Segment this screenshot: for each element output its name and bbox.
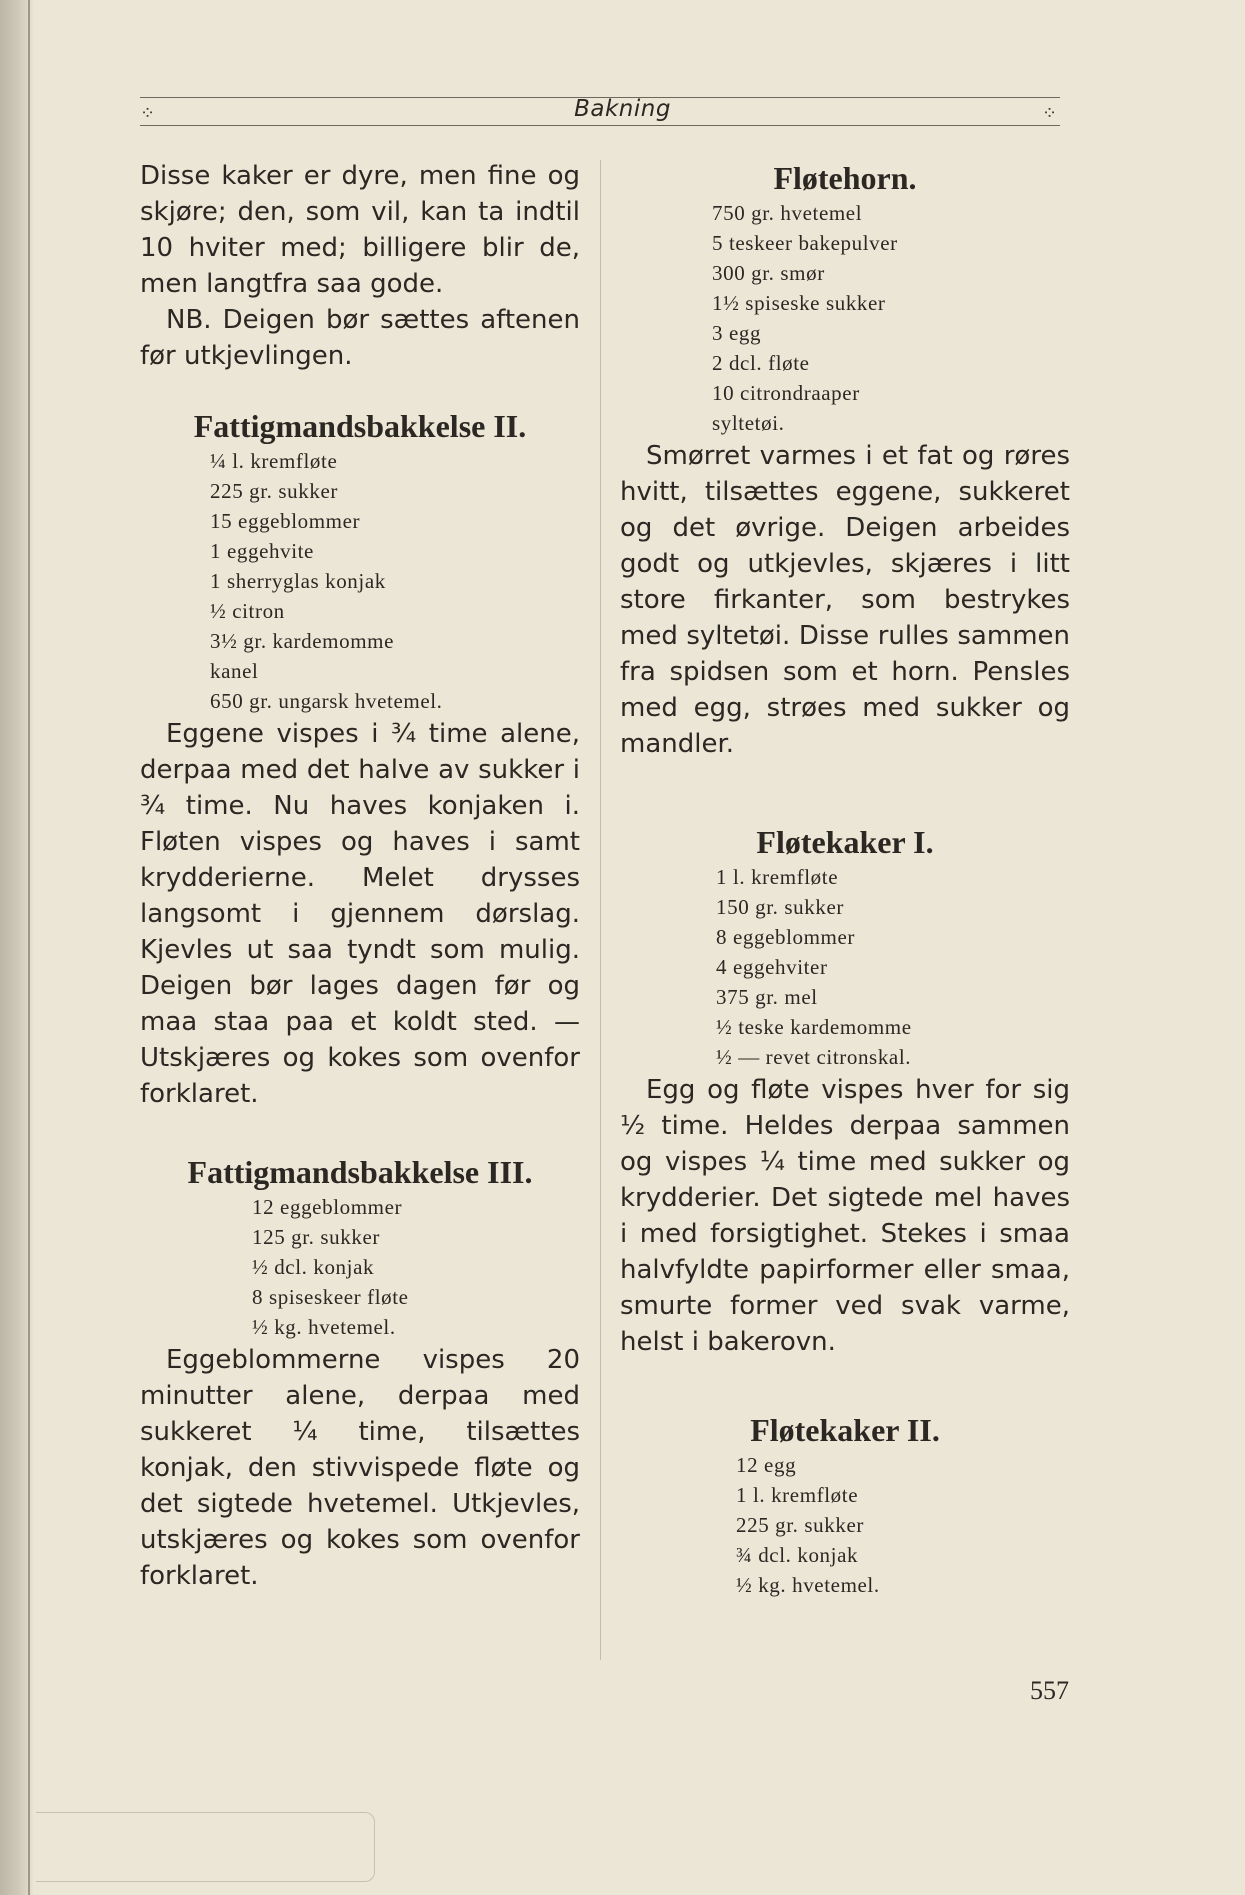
ingredient-item: 300 gr. smør bbox=[712, 261, 825, 285]
ingredient-item: 12 egg bbox=[736, 1453, 797, 1477]
header-rule-bottom bbox=[140, 125, 1060, 126]
ingredient-item: 225 gr. sukker bbox=[736, 1513, 864, 1537]
note-paragraph: NB. Deigen bør sættes aftenen før utkjevlingen. bbox=[140, 305, 580, 371]
ingredient-item: 150 gr. sukker bbox=[716, 895, 844, 919]
ingredient-item: 650 gr. ungarsk hvetemel. bbox=[210, 689, 443, 713]
recipe-title-flotekaker-2: Fløtekaker II. bbox=[750, 1412, 940, 1448]
ingredient-list-flotehorn bbox=[712, 198, 1070, 438]
ingredient-item: ½ — revet citronskal. bbox=[716, 1045, 912, 1069]
ingredient-item: 1 l. kremfløte bbox=[716, 865, 839, 889]
page-tab-mark bbox=[36, 1812, 375, 1882]
ingredient-item: 3½ gr. kardemomme bbox=[210, 629, 394, 653]
ingredient-list-fattigmand-3 bbox=[252, 1192, 580, 1342]
recipe-title-flotekaker-1: Fløtekaker I. bbox=[756, 824, 934, 860]
ingredient-item: 750 gr. hvetemel bbox=[712, 201, 863, 225]
ingredient-item: 3 egg bbox=[712, 321, 762, 345]
page-number: 557 bbox=[1030, 1676, 1069, 1705]
ingredient-item: ½ teske kardemomme bbox=[716, 1015, 912, 1039]
ingredient-item: 1 sherryglas konjak bbox=[210, 569, 386, 593]
right-column bbox=[620, 158, 1070, 1600]
column-divider bbox=[600, 160, 601, 1660]
left-column bbox=[140, 158, 580, 1594]
ingredient-item: 225 gr. sukker bbox=[210, 479, 338, 503]
recipe-title-fattigmand-3: Fattigmandsbakkelse III. bbox=[187, 1154, 533, 1190]
ingredient-item: 10 citrondraaper bbox=[712, 381, 860, 405]
ingredient-item: syltetøi. bbox=[712, 411, 785, 435]
ingredient-item: 12 eggeblommer bbox=[252, 1195, 403, 1219]
ornament-left-icon: ⁘ bbox=[140, 103, 156, 124]
binding-edge bbox=[28, 0, 30, 1895]
ingredient-item: ½ citron bbox=[210, 599, 285, 623]
ingredient-item: ¼ l. kremfløte bbox=[210, 449, 338, 473]
ingredient-item: ½ kg. hvetemel. bbox=[252, 1315, 396, 1339]
ingredient-item: 1½ spiseske sukker bbox=[712, 291, 886, 315]
ingredient-item: 8 spiseskeer fløte bbox=[252, 1285, 409, 1309]
ingredient-item: 4 eggehviter bbox=[716, 955, 828, 979]
ingredient-list-flotekaker-1 bbox=[716, 862, 1070, 1072]
method-fattigmand-3: Eggeblommerne vispes 20 minutter alene, derpaa med sukkeret ¼ time, tilsættes konjak, den stivvispede fløte og det sigtede hvetemel. Utkjevles, utskjæres og kokes som ovenfor forklaret. bbox=[140, 1345, 580, 1591]
ingredient-item: 2 dcl. fløte bbox=[712, 351, 810, 375]
ingredient-item: 15 eggeblommer bbox=[210, 509, 361, 533]
ingredient-item: ½ dcl. konjak bbox=[252, 1255, 375, 1279]
intro-paragraph: Disse kaker er dyre, men fine og skjøre; den, som vil, kan ta indtil 10 hviter med; billigere blir de, men langtfra saa gode. bbox=[140, 161, 580, 299]
ingredient-item: 375 gr. mel bbox=[716, 985, 818, 1009]
running-title: Bakning bbox=[574, 96, 671, 122]
ingredient-item: 125 gr. sukker bbox=[252, 1225, 380, 1249]
recipe-title-fattigmand-2: Fattigmandsbakkelse II. bbox=[193, 408, 527, 444]
ingredient-item: 5 teskeer bakepulver bbox=[712, 231, 898, 255]
ingredient-item: ¾ dcl. konjak bbox=[736, 1543, 859, 1567]
method-flotekaker-1: Egg og fløte vispes hver for sig ½ time. Heldes derpaa sammen og vispes ¼ time med sukker og krydderier. Det sigtede mel haves i med forsigtighet. Stekes i smaa halvfyldte papirformer eller smaa, smurte former ved svak varme, helst i bakerovn. bbox=[620, 1075, 1070, 1357]
ingredient-list-flotekaker-2 bbox=[736, 1450, 1070, 1600]
ingredient-list-fattigmand-2 bbox=[210, 446, 580, 716]
ingredient-item: ½ kg. hvetemel. bbox=[736, 1573, 880, 1597]
method-fattigmand-2: Eggene vispes i ¾ time alene, derpaa med det halve av sukker i ¾ time. Nu haves konjaken i. Fløten vispes og haves i samt krydderierne. Melet drysses langsomt i gjennem dørslag. Kjevles ut saa tyndt som mulig. Deigen bør lages dagen før og maa staa paa et koldt sted. — Utskjæres og kokes som ovenfor forklaret. bbox=[140, 719, 580, 1109]
ingredient-item: 1 l. kremfløte bbox=[736, 1483, 859, 1507]
ingredient-item: kanel bbox=[210, 659, 259, 683]
method-flotehorn: Smørret varmes i et fat og røres hvitt, tilsættes eggene, sukkeret og det øvrige. Deigen arbeides godt og utkjevles, skjæres i litt store firkanter, som bestrykes med syltetøi. Disse rulles sammen fra spidsen som et horn. Pensles med egg, strøes med sukker og mandler. bbox=[620, 441, 1070, 759]
ingredient-item: 8 eggeblommer bbox=[716, 925, 856, 949]
ornament-right-icon: ⁘ bbox=[1042, 103, 1058, 124]
recipe-title-flotehorn: Fløtehorn. bbox=[773, 160, 917, 196]
ingredient-item: 1 eggehvite bbox=[210, 539, 314, 563]
